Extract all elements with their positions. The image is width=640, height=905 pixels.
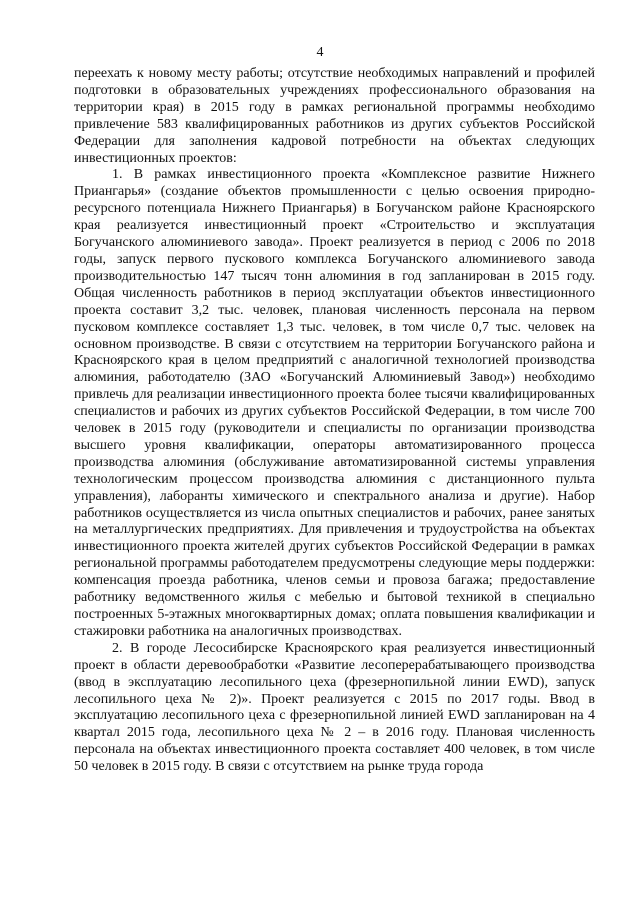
paragraph-continuation: переехать к новому месту работы; отсутствие необходимых направлений и профилей подготовки в образовательных учреждениях профессионального образования на территории края) в 2015 году в рамках региональной программы необходимо привлечение 583 квалифицированных работников из других субъектов Российской Федерации для заполнения кадровой потребности на объектах следующих инвестиционных проектов: — [74, 66, 595, 166]
paragraph-item-1: 1. В рамках инвестиционного проекта «Комплексное развитие Нижнего Приангарья» (создание объектов промышленности с целью освоения природно-ресурсного потенциала Нижнего Приангарья) в Богучанском районе Красноярского края реализуется инвестиционный проект «Строительство и эксплуатация Богучанского алюминиевого завода». Проект реализуется в период с 2006 по 2018 годы, запуск первого пускового комплекса Богучанского алюминиевого завода производительностью 147 тысяч тонн алюминия в год запланирован в 2015 году. Общая численность работников в период эксплуатации объектов инвестиционного проекта составит 3,2 тыс. человек, плановая численность персонала на первом пусковом комплексе составляет 1,3 тыс. человек, в том числе 0,7 тыс. человек на основном производстве. В связи с отсутствием на территории Богучанского района и Красноярского края в целом предприятий с аналогичной технологией производства алюминия, работодателю (ЗАО «Богучанский Алюминиевый Завод») необходимо привлечь для реализации инвестиционного проекта более тысячи квалифицированных специалистов и рабочих из других субъектов Российской Федерации, в том числе 700 человек в 2015 году (руководители и специалисты по организации производства высшего уровня квалификации, операторы автоматизированного процесса производства алюминия (обслуживание автоматизированной системы управления технологическим процессом производства алюминия с дистанционного пульта управления), лаборанты химического и спектрального анализа и другие). Набор работников осуществляется из числа опытных специалистов и рабочих, ранее занятых на металлургических предприятиях. Для привлечения и трудоустройства на объектах инвестиционного проекта жителей других субъектов Российской Федерации в рамках региональной программы работодателем предусмотрены следующие меры поддержки: компенсация проезда работника, членов семьи и провоза багажа; предоставление работнику ведомственного жилья с мебелью и бытовой техникой в специально построенных 5-этажных многоквартирных домах; оплата повышения квалификации и стажировки работника на аналогичных производствах. — [74, 167, 595, 639]
page-number: 4 — [316, 45, 324, 60]
paragraph-item-2: 2. В городе Лесосибирске Красноярского края реализуется инвестиционный проект в области деревообработки «Развитие лесоперерабатывающего производства (ввод в эксплуатацию лесопильного цеха (фрезернопильной линии EWD), запуск лесопильного цеха № 2)». Проект реализуется с 2015 по 2017 годы. Ввод в эксплуатацию лесопильного цеха с фрезернопильной линией EWD запланирован на 4 квартал 2015 года, лесопильного цеха № 2 – в 2016 году. Плановая численность персонала на объектах инвестиционного проекта составляет 400 человек, в том числе 50 человек в 2015 году. В связи с отсутствием на рынке труда города — [74, 640, 595, 775]
document-body — [74, 66, 595, 776]
